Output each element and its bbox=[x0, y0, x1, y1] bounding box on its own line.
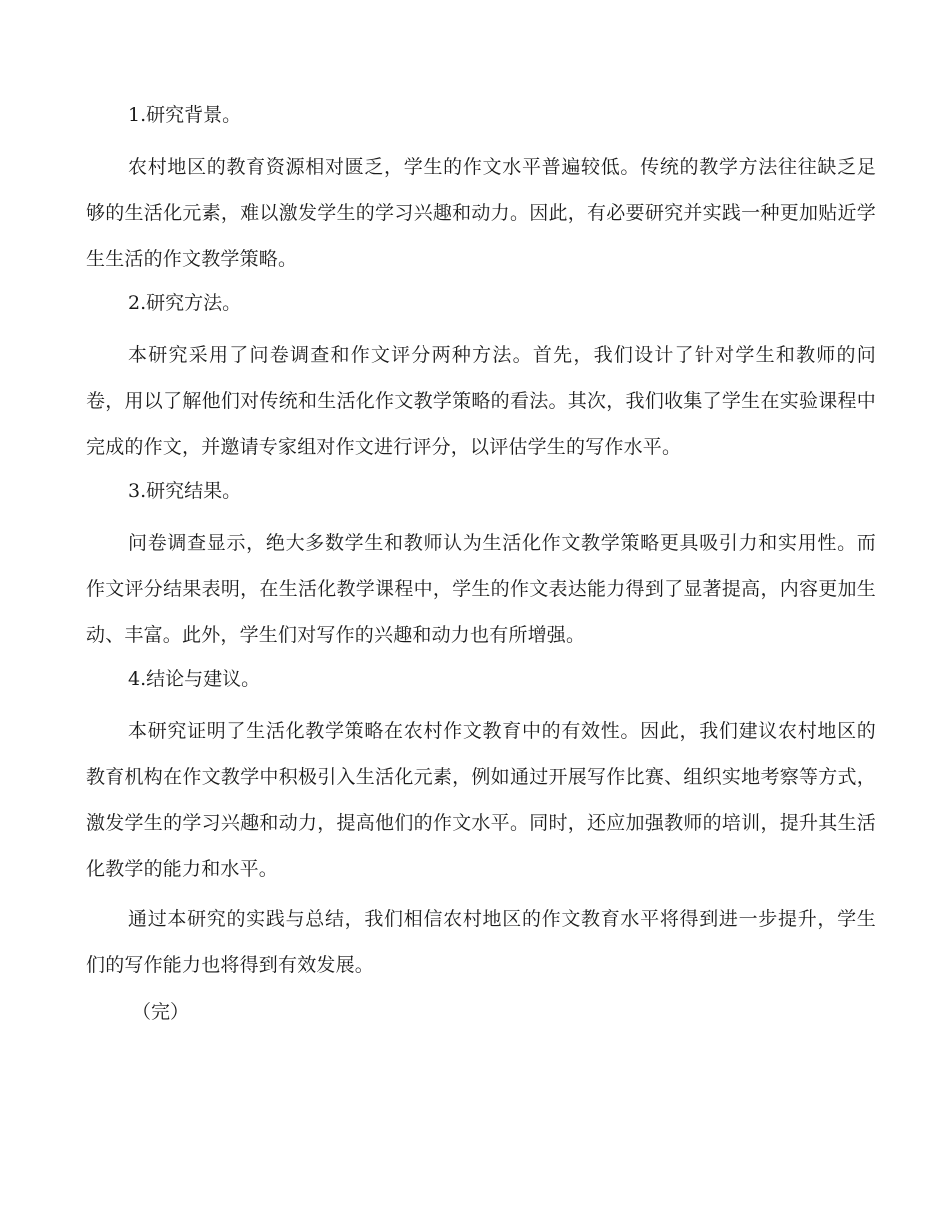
document-page bbox=[86, 98, 876, 1032]
section-heading: 3.研究结果。 bbox=[128, 480, 242, 502]
section-results bbox=[86, 474, 876, 658]
section-methods bbox=[86, 286, 876, 470]
paragraph: 农村地区的教育资源相对匮乏，学生的作文水平普遍较低。传统的教学方法往往缺乏足够的生活化元素，难以激发学生的学习兴趣和动力。因此，有必要研究并实践一种更加贴近学生生活的作文教学策略。 bbox=[86, 156, 876, 270]
paragraph: 通过本研究的实践与总结，我们相信农村地区的作文教育水平将得到进一步提升，学生们的写作能力也将得到有效发展。 bbox=[86, 908, 876, 976]
section-conclusion bbox=[86, 662, 876, 988]
section-heading: 2.研究方法。 bbox=[128, 292, 242, 314]
section-background bbox=[86, 98, 876, 282]
paragraph: 问卷调查显示，绝大多数学生和教师认为生活化作文教学策略更具吸引力和实用性。而作文评分结果表明，在生活化教学课程中，学生的作文表达能力得到了显著提高，内容更加生动、丰富。此外，学生们对写作的兴趣和动力也有所增强。 bbox=[86, 532, 876, 646]
paragraph: 本研究证明了生活化教学策略在农村作文教育中的有效性。因此，我们建议农村地区的教育机构在作文教学中积极引入生活化元素，例如通过开展写作比赛、组织实地考察等方式，激发学生的学习兴趣和动力，提高他们的作文水平。同时，还应加强教师的培训，提升其生活化教学的能力和水平。 bbox=[86, 720, 876, 880]
section-heading: 1.研究背景。 bbox=[128, 104, 242, 126]
paragraph: 本研究采用了问卷调查和作文评分两种方法。首先，我们设计了针对学生和教师的问卷，用以了解他们对传统和生活化作文教学策略的看法。其次，我们收集了学生在实验课程中完成的作文，并邀请专家组对作文进行评分，以评估学生的写作水平。 bbox=[86, 344, 876, 458]
closing-mark: （完） bbox=[132, 1001, 190, 1023]
section-heading: 4.结论与建议。 bbox=[128, 668, 261, 690]
